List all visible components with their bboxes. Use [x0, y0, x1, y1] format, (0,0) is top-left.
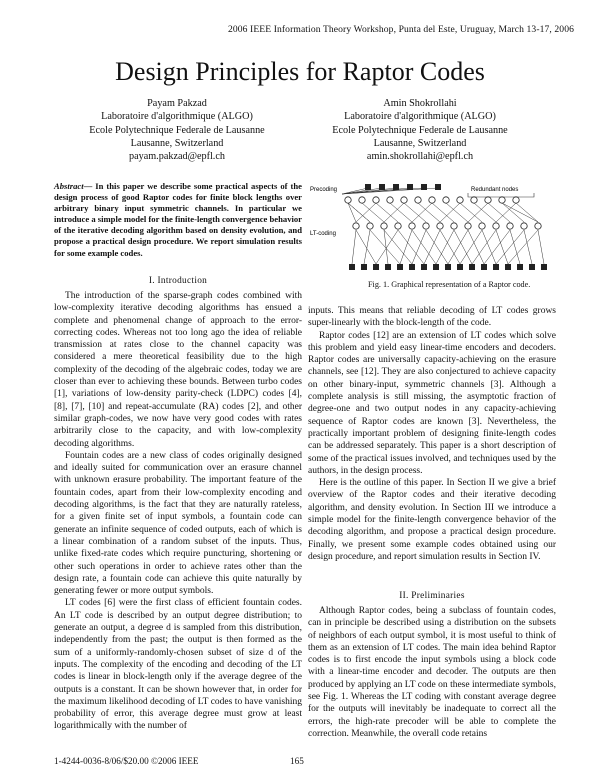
author-name: Payam Pakzad	[147, 98, 207, 109]
figure-caption: Fig. 1. Graphical representation of a Raptor code.	[368, 280, 531, 289]
check-nodes	[365, 184, 441, 190]
author-city: Lausanne, Switzerland	[373, 137, 467, 149]
author-block-1	[52, 97, 302, 163]
precoding-label: Precoding	[310, 187, 338, 193]
paragraph: Although Raptor codes, being a subclass of fountain codes, can in principle be described using a distribution on the subsets of neighbors of each output symbol, it is most useful to think of them as an extension of LT codes. The main idea behind Raptor codes is to first encode the input symbols using a block code with a linear-time encoder and decoder. The outputs are then produced by applying an LT code on these intermediate symbols, see Fig. 1. Whereas the LT coding with constant average degree for the outputs will inevitably be inadequate to correct all the errors, the high-rate precoder will be able to complete the correction. Meanwhile, the overall code retains	[308, 606, 556, 739]
redundant-nodes-label: Redundant nodes	[471, 187, 519, 193]
conference-header: 2006 IEEE Information Theory Workshop, Punta del Este, Uruguay, March 13-17, 2006	[227, 24, 574, 35]
page-number: 165	[290, 756, 304, 766]
paragraph: The introduction of the sparse-graph codes combined with low-complexity iterative decoding algorithms has ensued a complete and phenomenal change of approach to the error-correcting codes. Whereas not too long ago the idea of reliable transmission at rates close to the channel capacity was considered a mere theoretical feasibility due to the high complexity of the decoding of the algebraic codes, today we are closer than ever to achieving these bounds. Between turbo codes [1], variations of low-density parity-check (LDPC) codes [4], [8], [7], [10] and repeat-accumulate (RA) codes [2], and other similar graph-codes, we now have very good codes with rates arbitrarily close to the capacity, and with low-complexity decoding algorithms.	[54, 291, 302, 449]
right-column	[308, 305, 556, 563]
section-heading-prelim: II. Preliminaries	[399, 591, 465, 601]
redundant-bracket	[468, 193, 534, 197]
copyright-footer: 1-4244-0036-8/06/$20.00 ©2006 IEEE	[54, 756, 199, 766]
paragraph: Here is the outline of this paper. In Section II we give a brief overview of the Raptor codes and their iterative decoding algorithm, and density evolution. In Section III we introduce a simple model for the finite-length convergence behavior of the decoding algorithm, and propose a practical design procedure. Finally, we present some example codes obtained using our design procedure, and report simulation results in Section IV.	[308, 478, 556, 562]
author-lab: Laboratoire d'algorithmique (ALGO)	[101, 111, 253, 123]
abstract	[54, 181, 302, 259]
section-heading-intro: I. Introduction	[148, 276, 208, 286]
author-email: amin.shokrollahi@epfl.ch	[366, 151, 474, 163]
paragraph: LT codes [6] were the first class of efficient fountain codes. An LT code is described by an output degree distribution; to generate an output, a degree d is sampled from this distribution, independently from the past; the output is then formed as the sum of a uniformly-randomly-chosen subset of size d of the inputs. The complexity of the encoding and decoding of the LT codes is linear in block-length only if the average degree of the outputs is a constant. It can be shown however that, in order for the maximum likelihood decoding of LT codes to have vanishing probability of error, this average degree must grow at least logarithmically with the number of	[54, 598, 302, 732]
output-nodes	[349, 264, 547, 270]
paragraph: Fountain codes are a new class of codes originally designed and ideally suited for communication over an erasure channel with unknown erasure probability. The important feature of the fountain codes, apart from their low-complexity encoding and decoding algorithms, is the fact that they are naturally rateless, for a given finite set of input symbols, a fountain code can generate an infinite sequence of coded outputs, each of which is a linear combination of a random subset of the inputs. Thus, unlike fixed-rate codes which require puncturing, shortening or other such operations in order to achieve rates other than the design rate, a fountain code can achieve this quite naturally by generating fewer or more output symbols.	[54, 450, 302, 597]
paragraph: inputs. This means that reliable decoding of LT codes grows super-linearly with the block-length of the code.	[308, 306, 556, 329]
author-email: payam.pakzad@epfl.ch	[129, 151, 225, 163]
paragraph: Raptor codes [12] are an extension of LT codes which solve this problem and yield easy linear-time encoders and decoders. Raptor codes are universally capacity-achieving on the erasure channels, see [12]. They are also conjectured to achieve capacity on other binary-input, symmetric channels [3]. Although a complete analysis is still missing, the asymptotic fraction of degree-one and two output nodes in any capacity-achieving sequence of Raptor codes are known [3]. Nevertheless, the practically important problem of designing finite-length codes can be addressed separately. This paper is a short description of some of the practical issues involved, and techniques used by the authors, in the design process.	[308, 330, 556, 476]
raptor-code-figure	[308, 178, 554, 278]
author-lab: Laboratoire d'algorithmique (ALGO)	[344, 111, 496, 123]
input-nodes	[345, 197, 519, 203]
ltcoding-label: LT-coding	[310, 231, 336, 237]
author-city: Lausanne, Switzerland	[130, 137, 224, 149]
prelim-column	[308, 605, 556, 740]
abstract-lead: Abstract	[54, 181, 84, 191]
intermediate-nodes	[353, 223, 541, 229]
paper-title: Design Principles for Raptor Codes	[115, 57, 485, 86]
abstract-text: — In this paper we describe some practical aspects of the design process of good Raptor codes for finite block lengths over arbitrary binary input symmetric channels. In particular we introduce a simple model for the finite-length convergence behavior of the iterative decoding algorithm based on density evolution, and propose a practical design procedure. We report simulation results for some example codes.	[54, 181, 302, 258]
author-name: Amin Shokrollahi	[383, 98, 457, 109]
author-school: Ecole Polytechnique Federale de Lausanne	[332, 124, 508, 136]
left-column	[54, 290, 302, 733]
author-block-2	[295, 97, 545, 163]
author-school: Ecole Polytechnique Federale de Lausanne	[89, 124, 265, 136]
